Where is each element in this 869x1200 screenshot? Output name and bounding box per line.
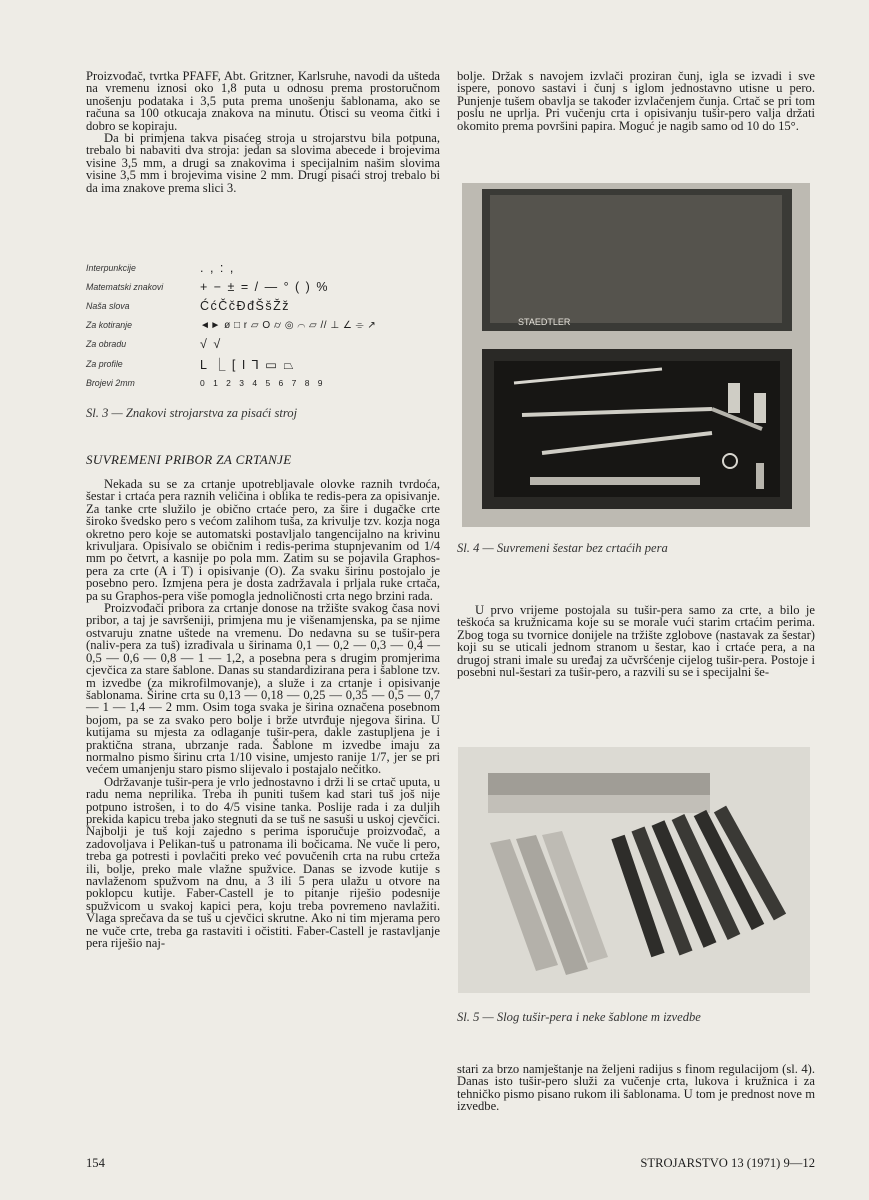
- figure-3-caption: Sl. 3 — Znakovi strojarstva za pisaći stroj: [86, 406, 298, 420]
- brand-label: STAEDTLER: [518, 317, 571, 327]
- row-label: Za profile: [86, 358, 123, 369]
- paragraph: Proizvođač, tvrtka PFAFF, Abt. Gritzner, Karlsruhe, navodi da ušteda na vremenu iznosi oko 1,8 puta u odnosu prema prostoručnom unošenju podataka i 3,5 puta prema unošenju šablonama, ako se računa sa 100 otkucaja znakova na minutu. Otisci su veoma čitki i dobro se kopiraju.: [86, 69, 440, 133]
- paragraph: Proizvođači pribora za crtanje donose na tržište svakog časa novi pribor, a taj je savršeniji, primjena mu je višenamjenska, pa se njime ostvaruju znatne uštede na vremenu. Do nedavna su se tušir-pera (naliv-pera za tuš) izrađivala u širinama 0,1 — 0,2 — 0,3 — 0,4 — 0,5 — 0,6 — 0,8 — 1 — 1,2, a posebna pera s drugim promjerima cjevčica za stare šablone. Danas su standardizirana pera i šablone tzv. m izvedbe (za mikrofilmovanje), a služe i za crtanje i opisivanje šablonama. Širine crta su 0,13 — 0,18 — 0,25 — 0,35 — 0,5 — 0,7 — 1 — 1,4 — 2 mm. Osim toga svaka je širina označena posebnom bojom, pa se za svako pero bolje i brže utvrđuje njegova širina. U kutijama su mjesta za odlaganje tušir-pera, dakle zastupljena je i praktična strana, ubrzanje rada. Šablone m izvedbe imaju za normalno pismo širinu crta 1/10 visine, umjesto ranije 1/7, jer se pri većem umanjenju staro pismo slijevalo i postajalo nečitko.: [86, 601, 440, 777]
- section-heading: SUVREMENI PRIBOR ZA CRTANJE: [86, 452, 292, 467]
- table-row: [86, 277, 436, 296]
- page-number: 154: [86, 1156, 105, 1170]
- body-text: [86, 478, 440, 949]
- row-label: Za kotiranje: [86, 320, 132, 331]
- row-label: Za obradu: [86, 339, 127, 350]
- right-top-text: [457, 70, 815, 132]
- row-symbols: √ √: [200, 337, 222, 352]
- intro-text: [86, 70, 440, 194]
- table-row: [86, 258, 436, 277]
- paragraph: Održavanje tušir-pera je vrlo jednostavno i drži li se crtač uputa, u radu nema neprilika. Treba ih puniti tušem kad stari tuš još nije potpuno istrošen, i to do 4/5 visine tanka. Poslije rada i za duljih prekida kapicu treba jako stegnuti da se tuš ne sasuši u uskoj cjevčici. Najbolji je tuš koji zajedno s perima isporučuje proizvođač, a zadovoljava i Pelikan-tuš u patronama ili bočicama. Ne vuče li pero, treba ga potresti i povlačiti preko već povučenih crta na rubu crteža ili, bolje, preko male vlažne spužvice. Danas se izvode kutije s navlaženom spužvom na dnu, a 3 ili 5 pera ulažu u otvore na poklopcu kutije. Faber-Castell je to pitanje riješio podesnije spužvicom u svakoj kapici pera, koju treba povremeno navlažiti. Vlaga sprečava da se tuš u cjevčici skrutne. Ako ni tim mjerama pero ne vuče crte, treba ga rastaviti i očistiti. Faber-Castell je rastavljanje pera riješio naj-: [86, 774, 440, 951]
- journal-reference: STROJARSTVO 13 (1971) 9—12: [640, 1156, 815, 1170]
- table-row: [86, 335, 436, 354]
- row-label: Brojevi 2mm: [86, 377, 135, 388]
- figure-4-photo: [462, 183, 810, 527]
- paragraph: Da bi primjena takva pisaćeg stroja u strojarstvu bila potpuna, trebalo bi nabaviti dva stroja: jedan sa slovima abecede i brojevima visine 3,5 mm, a drugi sa znakovima i specijalnim našim slovima visine 3,5 mm i brojevima visine 2 mm. Drugi pisaći stroj trebalo bi da ima znakove prema slici 3.: [86, 131, 440, 195]
- row-label: Matematski znakovi: [86, 281, 164, 292]
- right-mid-text: [457, 604, 815, 678]
- compass-case-image: [462, 183, 810, 527]
- figure-5-photo: [458, 747, 810, 993]
- row-symbols: ĆćČčĐđŠšŽž: [200, 298, 291, 313]
- pens-and-templates-image: [458, 747, 810, 993]
- row-symbols: + − ± = / — ° ( ) %: [200, 279, 329, 294]
- right-bottom-text: [457, 1063, 815, 1113]
- paragraph: Nekada su se za crtanje upotrebljavale olovke raznih tvrdoća, šestar i crtaća pera raznih veličina i oblika te redis-pera za opisivanje. Za tanke crte služilo je obično crtaće pero, za šire i dugačke crte široko švedsko pero s većom zalihom tuša, za krivulje tzv. kozja noga okretno pero koje se automatski postavljalo tangencijalno na krivinu krivuljara. Opisivalo se običnim i redis-perima stupnjevanim od 1/4 mm po četvrt, a kasnije po pola mm. Zatim su se pojavila Graphos-pera za crte (A i T) i opisivanje (O). Za svaku širinu postojalo je posebno pero. Izmjena pera je dosta zadržavala i prljala ruke crtača, pa su Graphos-pera više pomogla jednoličnosti crta nego brzini rada.: [86, 477, 440, 603]
- paragraph: U prvo vrijeme postojala su tušir-pera samo za crte, a bilo je teškoća sa kružnicama koje su se morale vući starim crtaćim perima. Zbog toga su tvornice donijele na tržište zglobove (nastavak za šestar) koji su se uticali jednom stranom u šestar, kao i crtaće pera, a na drugoj strani imale su uređaj za učvršćenje cijelog tušir-pera. Postoje i posebni nul-šestari za tušir-pero, a razvili su se i specijalni še-: [457, 603, 815, 680]
- row-symbols: ◄► ø □ r ▱ O ⌭ ◎ ⌒ ⏥ // ⊥ ∠ ⌯ ↗: [200, 319, 377, 331]
- row-symbols: . , : ,: [200, 260, 235, 275]
- paragraph: bolje. Držak s navojem izvlači proziran čunj, igla se izvadi i sve ispere, ponovo sastavi i čunj s iglom jednostavno utisne u pero. Punjenje tušem obavlja se također izvlačenjem čunja. Crtač se pri tom poslu ne uprlja. Pri vučenju crta i opisivanju tušir-pero valja držati okomito prema površini papira. Moguć je nagib samo od 10 do 15°.: [457, 69, 815, 133]
- row-symbols: 0 1 2 3 4 5 6 7 8 9: [200, 377, 326, 388]
- symbols-table: [86, 258, 436, 392]
- row-symbols: L ⎿ [ I ⅂ ▭ ⏢: [200, 357, 296, 372]
- table-row: [86, 354, 436, 373]
- row-label: Naša slova: [86, 300, 130, 311]
- table-row: [86, 296, 436, 315]
- table-row: [86, 316, 436, 335]
- row-label: Interpunkcije: [86, 262, 136, 273]
- figure-4-caption: Sl. 4 — Suvremeni šestar bez crtaćih pera: [457, 541, 668, 555]
- figure-5-caption: Sl. 5 — Slog tušir-pera i neke šablone m izvedbe: [457, 1010, 701, 1024]
- paragraph: stari za brzo namještanje na željeni radijus s finom regulacijom (sl. 4). Danas isto tušir-pero služi za vučenje crta, lukova i kružnica i za tehničko pismo pisano rukom ili šablonama. U tom je prednost nove m izvedbe.: [457, 1062, 815, 1114]
- table-row: [86, 373, 436, 392]
